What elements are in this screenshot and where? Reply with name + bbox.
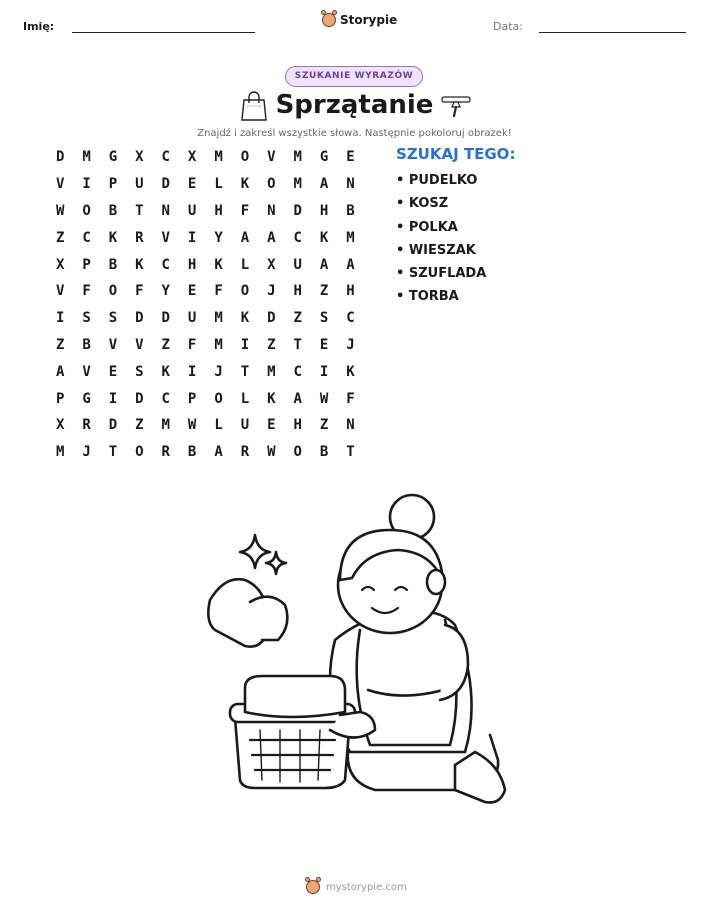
grid-letter[interactable]: D — [108, 417, 118, 434]
grid-letter[interactable]: I — [319, 363, 329, 380]
word-list-item — [396, 262, 486, 285]
grid-letter[interactable]: G — [108, 149, 118, 166]
grid-letter[interactable]: P — [187, 390, 197, 407]
grid-letter[interactable]: I — [55, 310, 65, 327]
grid-letter[interactable]: V — [55, 283, 65, 300]
grid-letter[interactable]: R — [161, 444, 170, 461]
grid-letter[interactable]: O — [240, 283, 250, 300]
grid-letter[interactable]: A — [214, 444, 223, 461]
grid-letter[interactable]: R — [135, 229, 144, 246]
grid-letter[interactable]: B — [187, 444, 197, 461]
grid-letter[interactable]: P — [82, 256, 91, 273]
grid-letter[interactable]: C — [293, 363, 302, 380]
grid-letter[interactable]: D — [161, 310, 170, 327]
grid-letter[interactable]: I — [108, 390, 118, 407]
grid-letter[interactable]: J — [346, 336, 355, 353]
grid-letter[interactable]: A — [319, 176, 329, 193]
grid-letter[interactable]: M — [346, 229, 355, 246]
grid-letter[interactable]: O — [214, 390, 223, 407]
squeegee-icon — [438, 94, 474, 118]
grid-letter[interactable]: G — [319, 149, 329, 166]
grid-letter[interactable]: J — [267, 283, 276, 300]
grid-letter[interactable]: Z — [319, 283, 329, 300]
word-list-item — [396, 285, 486, 308]
grid-row — [47, 278, 364, 305]
grid-letter[interactable]: D — [161, 176, 170, 193]
grid-letter[interactable]: N — [161, 202, 170, 219]
grid-letter[interactable]: H — [214, 202, 223, 219]
grid-letter[interactable]: D — [135, 390, 144, 407]
grid-letter[interactable]: V — [267, 149, 276, 166]
instructions: Znajdź i zakreśl wszystkie słowa. Następnie pokoloruj obrazek! — [197, 128, 512, 139]
grid-letter[interactable]: F — [82, 283, 91, 300]
grid-letter[interactable]: K — [214, 256, 223, 273]
grid-letter[interactable]: M — [82, 149, 91, 166]
grid-letter[interactable]: T — [346, 444, 355, 461]
grid-letter[interactable]: M — [214, 149, 223, 166]
grid-letter[interactable]: T — [108, 444, 118, 461]
grid-row — [47, 144, 364, 171]
grid-letter[interactable]: F — [240, 202, 250, 219]
word-text: WIESZAK — [408, 242, 476, 258]
grid-letter[interactable]: T — [240, 363, 250, 380]
grid-row — [47, 332, 364, 359]
grid-letter[interactable]: N — [346, 176, 355, 193]
grid-letter[interactable]: F — [187, 336, 197, 353]
bullet: • — [396, 219, 405, 235]
brand-name: Storypie — [340, 13, 398, 27]
bear-logo-icon — [322, 13, 336, 27]
date-line[interactable] — [539, 32, 686, 33]
grid-letter[interactable]: A — [346, 256, 355, 273]
grid-letter[interactable]: X — [267, 256, 276, 273]
grid-letter[interactable]: D — [55, 149, 65, 166]
name-line[interactable] — [72, 32, 255, 33]
grid-letter[interactable]: A — [293, 390, 302, 407]
word-list-item — [396, 239, 486, 262]
grid-letter[interactable]: Y — [214, 229, 223, 246]
grid-letter[interactable]: A — [319, 256, 329, 273]
grid-letter[interactable]: B — [319, 444, 329, 461]
grid-letter[interactable]: R — [82, 417, 91, 434]
bear-logo-icon — [306, 880, 320, 894]
grid-letter[interactable]: B — [346, 202, 355, 219]
grid-letter[interactable]: C — [161, 149, 170, 166]
cleaning-woman-illustration — [200, 490, 520, 820]
grid-letter[interactable]: Y — [161, 283, 170, 300]
grid-letter[interactable]: N — [267, 202, 276, 219]
word-text: PUDELKO — [408, 173, 478, 188]
grid-letter[interactable]: M — [214, 336, 223, 353]
grid-letter[interactable]: X — [187, 149, 197, 166]
letter-grid[interactable] — [47, 144, 364, 466]
word-list-item — [396, 169, 486, 192]
grid-letter[interactable]: Z — [55, 336, 65, 353]
grid-row — [47, 171, 364, 198]
grid-letter[interactable]: A — [55, 363, 65, 380]
grid-letter[interactable]: Z — [267, 336, 276, 353]
grid-letter[interactable]: V — [82, 363, 91, 380]
grid-letter[interactable]: M — [214, 310, 223, 327]
grid-row — [47, 251, 364, 278]
date-label: Data: — [493, 20, 523, 33]
grid-letter[interactable]: W — [267, 444, 276, 461]
grid-letter[interactable]: Z — [161, 336, 170, 353]
grid-letter[interactable]: F — [214, 283, 223, 300]
footer — [306, 880, 407, 894]
grid-letter[interactable]: O — [267, 176, 276, 193]
grid-letter[interactable]: E — [187, 176, 197, 193]
grid-row — [47, 385, 364, 412]
grid-letter[interactable]: P — [55, 390, 65, 407]
grid-letter[interactable]: Z — [55, 229, 65, 246]
grid-letter[interactable]: W — [319, 390, 329, 407]
grid-letter[interactable]: B — [108, 202, 118, 219]
grid-letter[interactable]: O — [135, 444, 144, 461]
grid-letter[interactable]: O — [82, 202, 91, 219]
word-text: SZUFLADA — [408, 266, 487, 282]
word-text: KOSZ — [408, 196, 449, 212]
grid-letter[interactable]: H — [187, 256, 197, 273]
grid-letter[interactable]: M — [161, 417, 170, 434]
grid-letter[interactable]: Z — [293, 310, 302, 327]
grid-letter[interactable]: U — [293, 256, 302, 273]
grid-row — [47, 412, 364, 439]
name-label: Imię: — [23, 20, 55, 33]
grid-letter[interactable]: A — [240, 229, 250, 246]
grid-letter[interactable]: W — [187, 417, 197, 434]
grid-letter[interactable]: H — [319, 202, 329, 219]
grid-letter[interactable]: E — [187, 283, 197, 300]
word-list — [396, 169, 486, 309]
grid-letter[interactable]: S — [82, 310, 91, 327]
grid-letter[interactable]: L — [240, 390, 250, 407]
grid-letter[interactable]: M — [293, 149, 302, 166]
grid-letter[interactable]: E — [108, 363, 118, 380]
word-list-item — [396, 216, 486, 239]
grid-letter[interactable]: V — [55, 176, 65, 193]
grid-letter[interactable]: U — [187, 310, 197, 327]
grid-letter[interactable]: D — [267, 310, 276, 327]
grid-letter[interactable]: L — [214, 176, 223, 193]
grid-letter[interactable]: N — [346, 417, 355, 434]
page-title: Sprzątanie — [275, 90, 434, 120]
grid-letter[interactable]: D — [135, 310, 144, 327]
grid-letter[interactable]: T — [135, 202, 144, 219]
footer-url[interactable]: mystorypie.com — [326, 881, 407, 893]
grid-letter[interactable]: V — [161, 229, 170, 246]
grid-letter[interactable]: C — [346, 310, 355, 327]
grid-letter[interactable]: S — [135, 363, 144, 380]
grid-letter[interactable]: H — [293, 283, 302, 300]
bullet: • — [396, 196, 405, 212]
grid-letter[interactable]: W — [55, 202, 65, 219]
grid-letter[interactable]: V — [108, 336, 118, 353]
grid-letter[interactable]: I — [82, 176, 91, 193]
word-list-item — [396, 192, 486, 215]
grid-letter[interactable]: S — [108, 310, 118, 327]
grid-letter[interactable]: E — [319, 336, 329, 353]
grid-letter[interactable]: X — [55, 417, 65, 434]
grid-letter[interactable]: P — [108, 176, 118, 193]
grid-letter[interactable]: X — [55, 256, 65, 273]
grid-letter[interactable]: D — [293, 202, 302, 219]
word-text: POLKA — [408, 219, 458, 235]
grid-letter[interactable]: X — [135, 149, 144, 166]
grid-letter[interactable]: F — [346, 390, 355, 407]
grid-letter[interactable]: J — [214, 363, 223, 380]
grid-letter[interactable]: A — [267, 229, 276, 246]
grid-row — [47, 224, 364, 251]
grid-letter[interactable]: K — [267, 390, 276, 407]
grid-letter[interactable]: U — [187, 202, 197, 219]
grid-row — [47, 358, 364, 385]
grid-letter[interactable]: O — [293, 444, 302, 461]
brand-logo — [322, 13, 397, 27]
grid-letter[interactable]: H — [346, 283, 355, 300]
grid-letter[interactable]: K — [346, 363, 355, 380]
grid-letter[interactable]: G — [82, 390, 91, 407]
grid-letter[interactable]: K — [161, 363, 170, 380]
grid-letter[interactable]: I — [187, 229, 197, 246]
word-list-title: SZUKAJ TEGO: — [396, 145, 516, 163]
grid-letter[interactable]: U — [135, 176, 144, 193]
grid-letter[interactable]: R — [240, 444, 250, 461]
grid-letter[interactable]: O — [240, 149, 250, 166]
grid-row — [47, 439, 364, 466]
grid-letter[interactable]: C — [161, 256, 170, 273]
bullet: • — [396, 266, 405, 282]
grid-letter[interactable]: C — [161, 390, 170, 407]
grid-letter[interactable]: B — [82, 336, 91, 353]
grid-row — [47, 305, 364, 332]
grid-letter[interactable]: I — [240, 336, 250, 353]
grid-letter[interactable]: T — [293, 336, 302, 353]
grid-letter[interactable]: M — [293, 176, 302, 193]
grid-letter[interactable]: I — [187, 363, 197, 380]
grid-letter[interactable]: J — [82, 444, 91, 461]
grid-letter[interactable]: E — [267, 417, 276, 434]
grid-letter[interactable]: B — [108, 256, 118, 273]
grid-row — [47, 198, 364, 225]
grid-letter[interactable]: K — [319, 229, 329, 246]
bullet: • — [396, 289, 405, 305]
grid-letter[interactable]: K — [135, 256, 144, 273]
grid-letter[interactable]: K — [240, 310, 250, 327]
grid-letter[interactable]: M — [267, 363, 276, 380]
grid-letter[interactable]: V — [135, 336, 144, 353]
grid-letter[interactable]: Z — [135, 417, 144, 434]
grid-letter[interactable]: L — [214, 417, 223, 434]
grid-letter[interactable]: O — [108, 283, 118, 300]
grid-letter[interactable]: E — [346, 149, 355, 166]
grid-letter[interactable]: S — [319, 310, 329, 327]
grid-letter[interactable]: H — [293, 417, 302, 434]
word-text: TORBA — [408, 289, 459, 305]
grid-letter[interactable]: C — [82, 229, 91, 246]
grid-letter[interactable]: L — [240, 256, 250, 273]
grid-letter[interactable]: K — [240, 176, 250, 193]
grid-letter[interactable]: M — [55, 444, 65, 461]
grid-letter[interactable]: C — [293, 229, 302, 246]
grid-letter[interactable]: K — [108, 229, 118, 246]
bullet: • — [396, 173, 405, 188]
grid-letter[interactable]: F — [135, 283, 144, 300]
grid-letter[interactable]: Z — [319, 417, 329, 434]
puzzle-type-badge: SZUKANIE WYRAZÓW — [285, 66, 423, 87]
bullet: • — [396, 242, 405, 258]
grid-letter[interactable]: U — [240, 417, 250, 434]
